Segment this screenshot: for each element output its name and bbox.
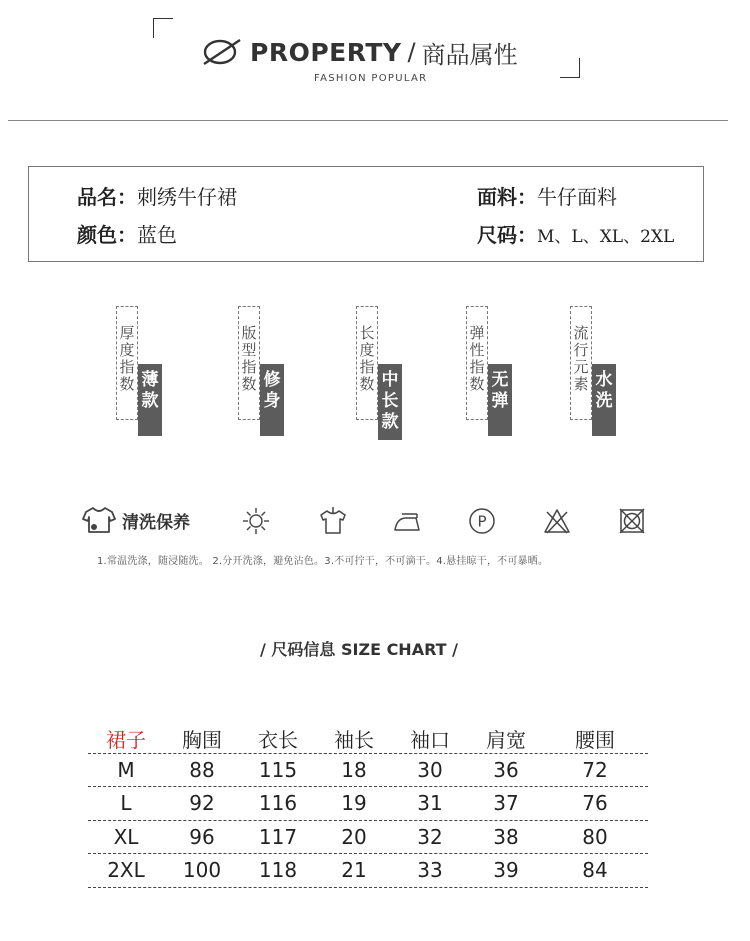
table-cell: XL [113, 824, 139, 849]
corner-bracket-bottom-right [560, 58, 580, 78]
section-header [200, 34, 518, 70]
property-size-label: 尺码： [477, 223, 537, 247]
table-cell: M [117, 757, 135, 782]
table-cell: 30 [417, 757, 443, 782]
table-cell: 36 [493, 757, 519, 782]
header-title-cn: 商品属性 [421, 40, 518, 69]
index-length [356, 306, 416, 438]
table-row [88, 787, 648, 821]
property-box [28, 166, 704, 262]
table-cell: 37 [493, 791, 519, 815]
index-trend [570, 306, 630, 438]
index-label: 弹性指数 [466, 306, 488, 420]
corner-bracket-top-left [153, 18, 173, 38]
table-cell: 21 [341, 858, 367, 882]
property-color-value: 蓝色 [137, 223, 177, 247]
index-value: 修身 [260, 364, 284, 436]
size-chart-title: / 尺码信息 SIZE CHART / [260, 640, 459, 659]
index-value: 中长款 [378, 364, 402, 440]
header-cell: 衣长 [258, 728, 298, 752]
header-cell: 袖口 [410, 728, 450, 752]
index-thickness [116, 306, 176, 438]
care-instructions: 1.常温洗涤，随浸随洗。 2.分开洗涤，避免沾色。3.不可拧干，不可滴干。4.悬挂晾干，不可暴晒。 [97, 556, 549, 567]
property-name-value: 刺绣牛仔裙 [137, 185, 237, 209]
header-slash: / [407, 38, 416, 66]
index-value: 无弹 [488, 364, 512, 436]
property-color-label: 颜色： [77, 223, 137, 247]
sun-dry-icon [241, 506, 271, 536]
table-cell: 96 [189, 824, 215, 849]
index-fit [238, 306, 298, 438]
no-bleach-icon [542, 506, 572, 536]
hang-dry-icon [318, 506, 348, 536]
property-fabric-value: 牛仔面料 [537, 185, 617, 209]
care-title-text: 清洗保养 [122, 512, 190, 533]
table-cell: 115 [258, 757, 298, 782]
index-label: 厚度指数 [116, 306, 138, 420]
table-cell: L [120, 791, 132, 815]
property-fabric [477, 181, 617, 210]
table-cell: 32 [417, 824, 443, 849]
table-row [88, 754, 648, 788]
header-cell: 袖长 [334, 728, 374, 752]
table-row [88, 821, 648, 855]
index-value: 水洗 [592, 364, 616, 436]
table-cell: 39 [493, 858, 519, 882]
divider [8, 120, 728, 121]
table-cell: 38 [493, 824, 519, 849]
property-color [77, 219, 177, 248]
property-fabric-label: 面料： [477, 185, 537, 209]
table-cell: 100 [182, 858, 222, 882]
table-cell: 92 [189, 791, 215, 815]
table-cell: 2XL [107, 858, 145, 882]
index-label: 长度指数 [356, 306, 378, 420]
table-cell: 19 [341, 791, 367, 815]
header-cell: 肩宽 [486, 728, 526, 752]
svg-text:P: P [477, 512, 487, 531]
header-title-en: PROPERTY [250, 37, 402, 67]
index-label: 版型指数 [238, 306, 260, 420]
size-table [88, 720, 648, 888]
property-name [77, 181, 237, 210]
tshirt-icon [82, 505, 116, 535]
table-cell: 76 [582, 791, 608, 815]
table-cell: 33 [417, 858, 443, 882]
table-cell: 31 [417, 791, 443, 815]
property-name-label: 品名： [77, 185, 137, 209]
table-cell: 84 [582, 858, 608, 882]
table-cell: 20 [341, 824, 367, 849]
table-cell: 88 [189, 757, 215, 782]
index-label: 流行元素 [570, 306, 592, 420]
table-header-row [88, 720, 648, 754]
no-tumble-dry-icon [617, 506, 647, 536]
property-size-value: M、L、XL、2XL [537, 227, 675, 247]
table-cell: 116 [258, 791, 298, 815]
index-value: 薄款 [138, 364, 162, 436]
table-cell: 72 [582, 757, 608, 782]
iron-icon [392, 506, 422, 536]
property-logo-icon [200, 37, 244, 67]
header-cell-item: 裙子 [106, 728, 146, 752]
table-cell: 80 [582, 824, 608, 849]
table-row [88, 854, 648, 888]
property-size [477, 219, 674, 248]
care-title [82, 505, 190, 535]
table-cell: 18 [341, 757, 367, 782]
header-cell: 腰围 [575, 728, 615, 752]
dry-clean-p-icon [467, 506, 497, 536]
table-cell: 117 [258, 824, 298, 849]
table-cell: 118 [258, 858, 298, 882]
index-stretch [466, 306, 526, 438]
header-subtitle: FASHION POPULAR [314, 73, 428, 84]
header-cell: 胸围 [182, 728, 222, 752]
